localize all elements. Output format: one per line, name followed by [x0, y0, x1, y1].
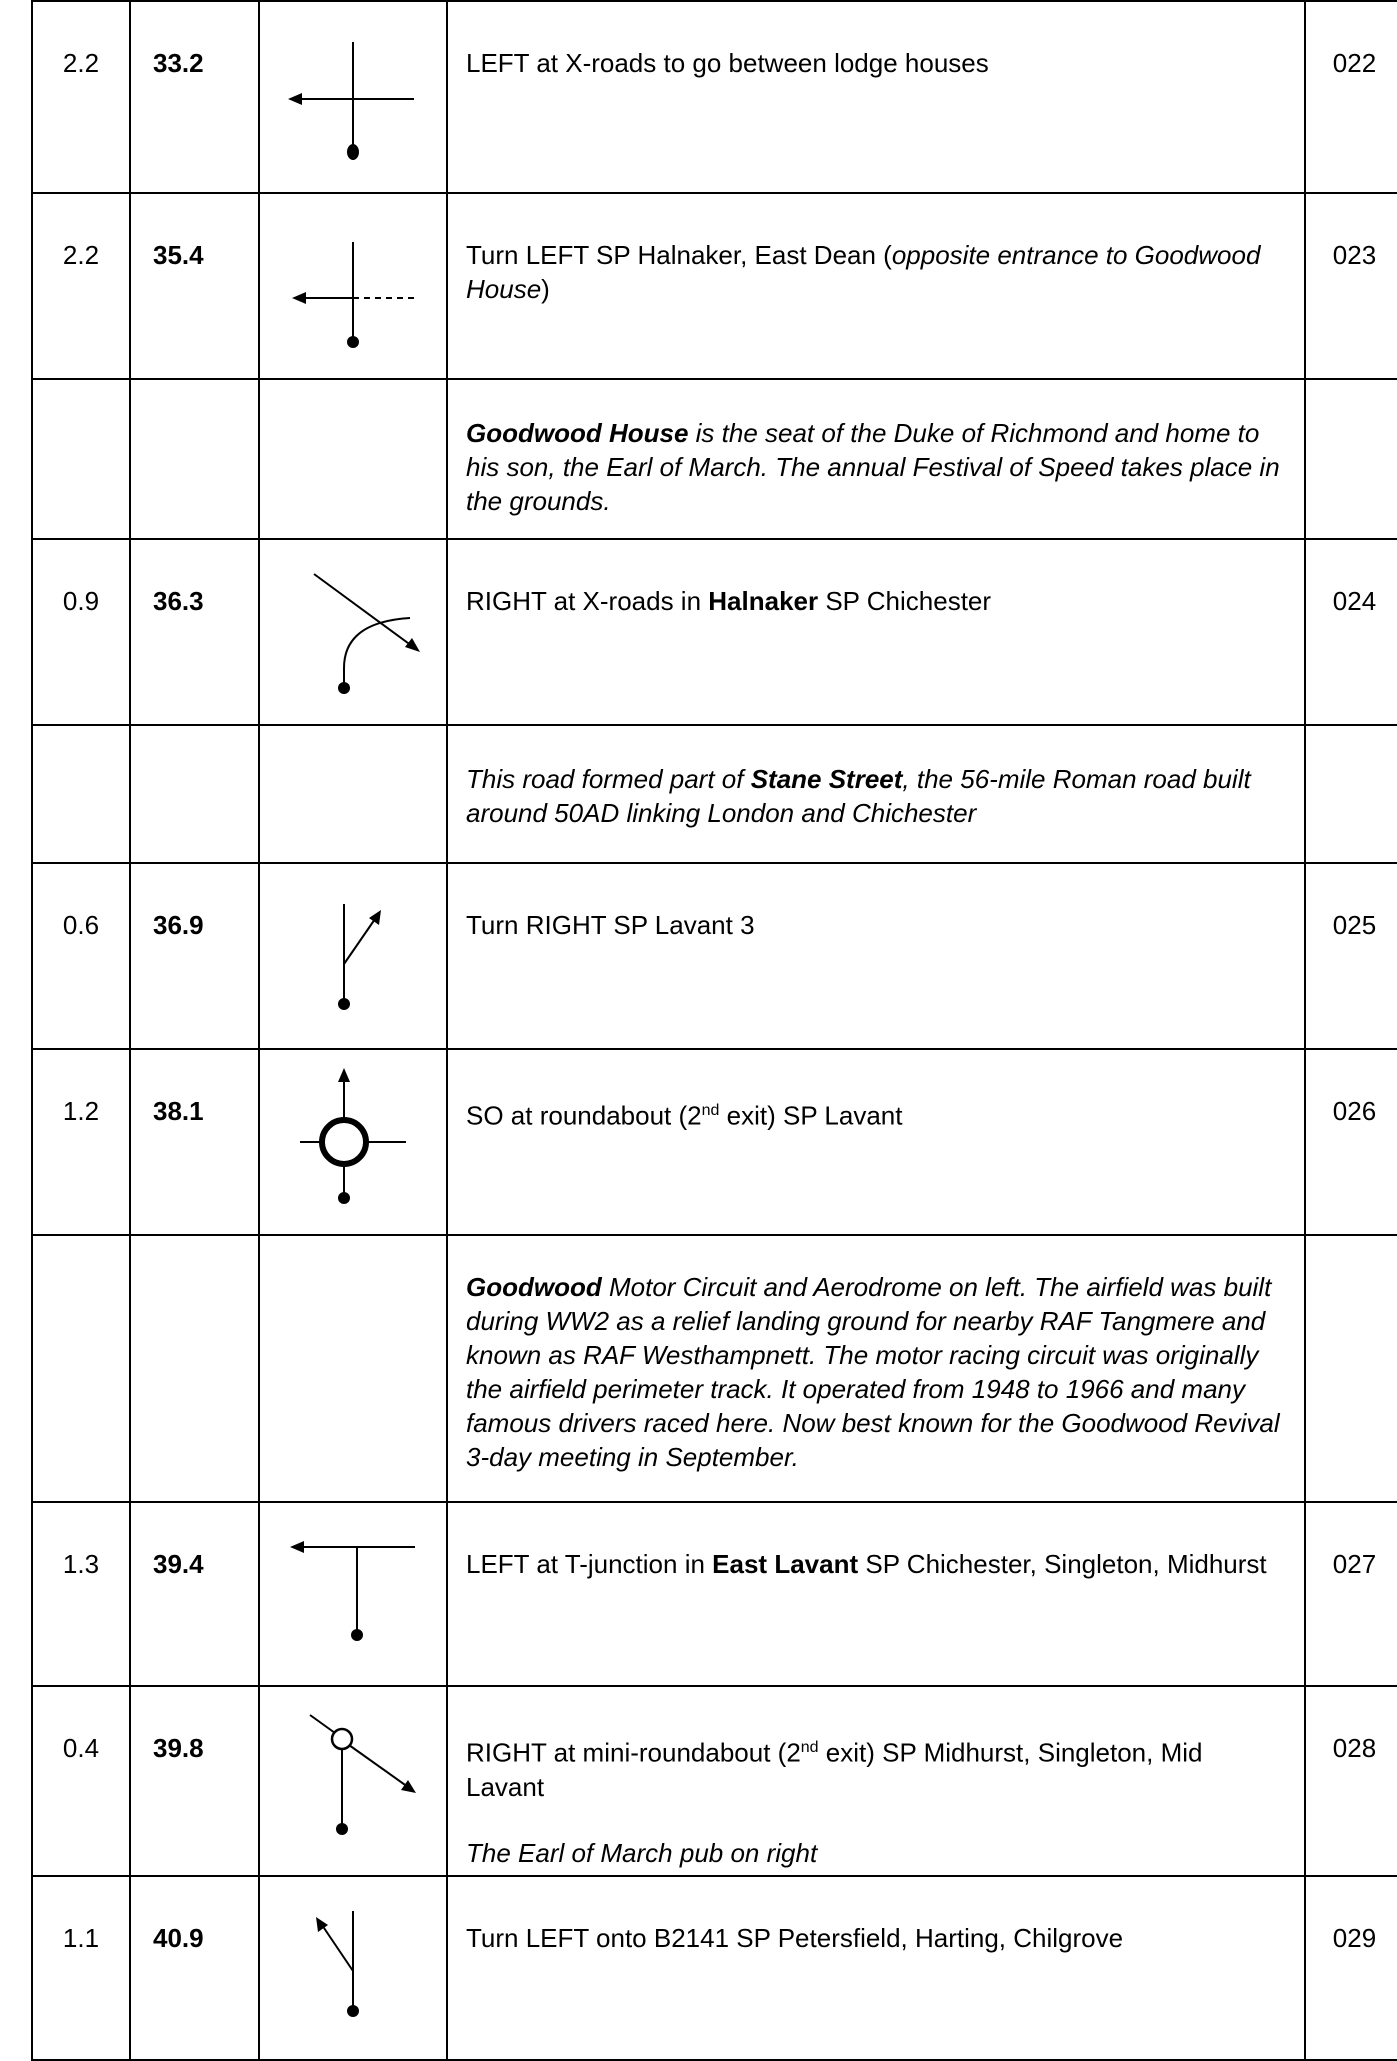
ref-cell: 022 [1305, 1, 1397, 193]
instruction-cell [447, 1, 1305, 193]
instruction-cell [447, 863, 1305, 1049]
note-text: Motor Circuit and Aerodrome on left. The airfield was built during WW2 as a relief landing ground for nearby RAF Tangmere and known as RAF Westhampnett. The motor racing circuit was originally the airfield perimeter track. It operated from 1948 to 1966 and many famous drivers raced here. Now best known for the Goodwood Revival 3-day meeting in September. [466, 1272, 1280, 1472]
instruction-cell [447, 1502, 1305, 1686]
instruction-text-end: ) [541, 274, 550, 304]
instruction-cell [447, 1049, 1305, 1235]
instruction-cell [447, 1686, 1305, 1876]
table-row [32, 539, 1397, 725]
total-cell: 36.9 [130, 863, 259, 1049]
interval-cell: 1.1 [32, 1876, 130, 2060]
ordinal-suffix: nd [800, 1739, 819, 1756]
note-bold: Stane Street [750, 764, 903, 794]
total-cell: 35.4 [130, 193, 259, 379]
instruction-italic: opposite entrance to Goodwood House [466, 240, 1261, 304]
total-cell [130, 379, 259, 539]
interval-cell: 0.4 [32, 1686, 130, 1876]
fork-left-icon [260, 1877, 446, 2059]
interval-cell: 0.6 [32, 863, 130, 1049]
note-row [32, 379, 1397, 539]
table-row [32, 193, 1397, 379]
note-text: is the seat of the Duke of Richmond and home to his son, the Earl of March. The annual Festival of Speed takes place in the grounds. [466, 418, 1280, 516]
ref-cell: 027 [1305, 1502, 1397, 1686]
total-cell: 39.8 [130, 1686, 259, 1876]
instruction-text: RIGHT at X-roads in [466, 586, 709, 616]
table-row [32, 1049, 1397, 1235]
symbol-cell [259, 1876, 447, 2060]
interval-cell: 1.3 [32, 1502, 130, 1686]
ref-cell: 025 [1305, 863, 1397, 1049]
total-cell: 38.1 [130, 1049, 259, 1235]
table-row [32, 1, 1397, 193]
left-turn-dashed-icon [260, 194, 446, 378]
place-name: East Lavant [712, 1549, 859, 1579]
total-cell: 40.9 [130, 1876, 259, 2060]
symbol-cell [259, 193, 447, 379]
symbol-cell [259, 539, 447, 725]
interval-cell [32, 379, 130, 539]
instruction-text: LEFT at T-junction in [466, 1549, 713, 1579]
interval-cell: 2.2 [32, 193, 130, 379]
curved-right-turn-icon [260, 540, 446, 724]
instruction-cell [447, 1876, 1305, 2060]
instruction-cell [447, 539, 1305, 725]
table-row [32, 863, 1397, 1049]
ref-cell: 028 [1305, 1686, 1397, 1876]
instruction-text-end: exit) SP Lavant [719, 1100, 903, 1131]
ref-cell [1305, 725, 1397, 863]
total-cell: 36.3 [130, 539, 259, 725]
interval-cell: 1.2 [32, 1049, 130, 1235]
symbol-cell [259, 1686, 447, 1876]
note-text-start: This road formed part of [466, 764, 751, 794]
instruction-text-end: SP Chichester [818, 586, 992, 616]
instruction-text: RIGHT at mini-roundabout (2 [466, 1737, 801, 1768]
total-cell: 39.4 [130, 1502, 259, 1686]
instruction-text: LEFT at X-roads to go between lodge houses [466, 48, 989, 78]
instruction-text: SO at roundabout (2 [466, 1100, 702, 1131]
table-row [32, 1502, 1397, 1686]
place-name: Halnaker [708, 586, 819, 616]
symbol-cell [259, 1502, 447, 1686]
total-cell [130, 725, 259, 863]
symbol-cell [259, 1, 447, 193]
symbol-cell [259, 863, 447, 1049]
total-cell [130, 1235, 259, 1502]
symbol-cell [259, 725, 447, 863]
route-table [31, 0, 1397, 2061]
ref-cell: 024 [1305, 539, 1397, 725]
instruction-text-end: SP Chichester, Singleton, Midhurst [858, 1549, 1267, 1579]
symbol-cell [259, 1235, 447, 1502]
total-cell: 33.2 [130, 1, 259, 193]
fork-right-icon [260, 864, 446, 1048]
interval-cell: 0.9 [32, 539, 130, 725]
note-bold: Goodwood House [466, 418, 689, 448]
note-cell [447, 725, 1305, 863]
ref-cell [1305, 379, 1397, 539]
ref-cell: 026 [1305, 1049, 1397, 1235]
ref-cell [1305, 1235, 1397, 1502]
instruction-cell [447, 193, 1305, 379]
ordinal-suffix: nd [701, 1102, 720, 1119]
instruction-paragraph [466, 1731, 1286, 1804]
note-text: , the 56-mile Roman road built around 50AD linking London and Chichester [466, 764, 1251, 828]
instruction-text: Turn RIGHT SP Lavant 3 [466, 910, 755, 940]
crossroads-left-icon [260, 2, 446, 192]
roundabout-straight-icon [260, 1050, 446, 1234]
instruction-text: Turn LEFT SP Halnaker, East Dean ( [466, 240, 892, 270]
note-cell [447, 1235, 1305, 1502]
symbol-cell [259, 1049, 447, 1235]
table-row [32, 1876, 1397, 2060]
interval-cell [32, 725, 130, 863]
table-row [32, 1686, 1397, 1876]
note-bold: Goodwood [466, 1272, 602, 1302]
note-text: The Earl of March pub on right [466, 1837, 818, 1868]
ref-cell: 029 [1305, 1876, 1397, 2060]
instruction-text-end: exit) SP Midhurst, Singleton, Mid Lavant [466, 1737, 1203, 1802]
instruction-text: Turn LEFT onto B2141 SP Petersfield, Harting, Chilgrove [466, 1923, 1124, 1953]
note-cell [447, 379, 1305, 539]
symbol-cell [259, 379, 447, 539]
mini-roundabout-right-icon [260, 1687, 446, 1875]
note-row [32, 1235, 1397, 1502]
interval-cell [32, 1235, 130, 1502]
note-row [32, 725, 1397, 863]
ref-cell: 023 [1305, 193, 1397, 379]
t-junction-left-icon [260, 1503, 446, 1685]
interval-cell: 2.2 [32, 1, 130, 193]
